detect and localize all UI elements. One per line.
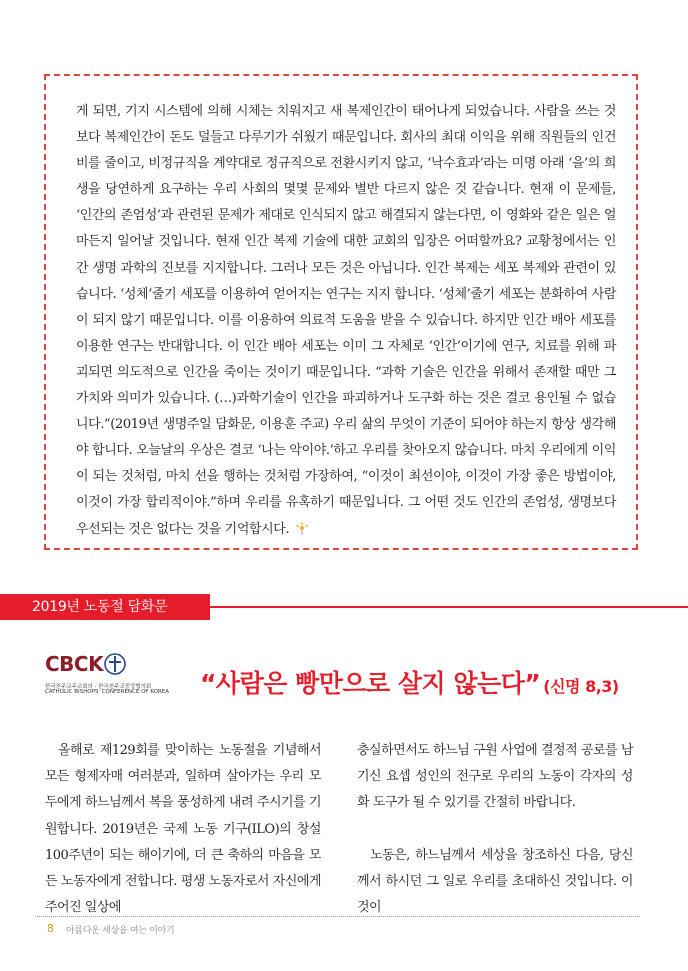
paragraph-spacer — [357, 817, 633, 843]
paragraph: 노동은, 하느님께서 세상을 창조하신 다음, 당신께서 하시던 그 일로 우리를 초대하신 것입니다. 이것이 — [357, 847, 633, 916]
paragraph: 올해로 제129회를 맞이하는 노동절을 기념해서 모든 형제자매 여러분과, 일하며 살아가는 우리 모두에게 하느님께서 복을 풍성하게 내려 주시기를 기원합니다. 2019년은 국제 노동 기구(ILO)의 창설 100주년이 되는 해이기에, 더 큰 축하의 마음을 모든 노동자에게 전합니다. 평생 노동자로서 자신에게 주어진 일상에 — [45, 743, 321, 916]
boxed-article-text — [76, 99, 616, 543]
section-banner: 2019년 노동절 담화문 — [0, 594, 210, 620]
logo-subtitle-english: CATHOLIC BISHOPS' CONFERENCE OF KOREA — [45, 689, 170, 695]
paragraph: 충실하면서도 하느님 구원 사업에 결정적 공로를 남기신 요셉 성인의 전구로 우리의 노동이 각자의 성화 도구가 될 수 있기를 간절히 바랍니다. — [357, 743, 633, 811]
cbck-logo — [45, 652, 195, 698]
boxed-article-body: 게 되면, 기지 시스템에 의해 시체는 치워지고 새 복제인간이 태어나게 되었습니다. 사람을 쓰는 것보다 복제인간이 돈도 덜들고 다루기가 쉬웠기 때문입니다. 회사의 최대 이익을 위해 직원들의 인건비를 줄이고, 비정규직을 계약대로 정규직으로 전환시키지 않고, ‘낙수효과’라는 미명 아래 ‘을’의 희생을 당연하게 요구하는 우리 사회의 몇몇 문제와 별반 다르지 않은 것 같습니다. 현재 이 문제들, ‘인간의 존엄성’과 관련된 문제가 제대로 인식되지 않고 해결되지 않는다면, 이 영화와 같은 일은 얼마든지 일어날 것입니다. 현재 인간 복제 기술에 대한 교회의 입장은 어떠할까요? 교황청에서는 인간 생명 과학의 진보를 지지합니다. 그러나 모든 것은 아닙니다. 인간 복제는 세포 복제와 관련이 있습니다. ‘성체’줄기 세포를 이용하여 얻어지는 연구는 지지 합니다. ‘성체’줄기 세포는 분화하여 사람이 되지 않기 때문입니다. 이를 이용하여 의료적 도움을 받을 수 있습니다. 하지만 인간 배아 세포를 이용한 연구는 반대합니다. 이 인간 배아 세포는 이미 그 자체로 ‘인간’이기에 연구, 치료를 위해 파괴되면 의도적으로 인간을 죽이는 것이기 때문입니다. “과학 기술은 인간을 위해서 존재할 때만 그 가치와 의미가 있습니다. (…)과학기술이 인간을 파괴하거나 도구화 하는 것은 결코 용인될 수 없습니다.”(2019년 생명주일 담화문, 이용훈 주교) 우리 삶의 무엇이 기준이 되어야 하는지 항상 생각해야 합니다. 오늘날의 우상은 결코 ‘나는 악이야.’하고 우리를 찾아오지 않습니다. 마치 우리에게 이익이 되는 것처럼, 마치 선을 행하는 것처럼 가장하여, “이것이 최선이야, 이것이 가장 좋은 방법이야, 이것이 가장 합리적이야.”하며 우리를 유혹하기 때문입니다. 그 어떤 것도 인간의 존엄성, 생명보다 우선되는 것은 없다는 것을 기억합시다. — [76, 104, 616, 537]
headline-title: “사람은 빵만으로 살지 않는다” — [200, 669, 541, 698]
logo-subtitle-korean: 한국천주교주교회의 · 한국천주교중앙협의회 — [45, 684, 152, 690]
end-mark-icon — [293, 521, 311, 535]
article-column-left — [45, 738, 321, 921]
publication-title: 아름다운 세상을 여는 이야기 — [66, 926, 175, 936]
logo-name: CBCK — [45, 652, 104, 676]
article-column-right — [357, 738, 633, 921]
article-headline — [200, 664, 619, 700]
headline-reference: (신명 8,3) — [543, 677, 619, 696]
cross-emblem-icon — [103, 652, 127, 676]
page-number: 8 — [47, 922, 54, 935]
footer-divider — [35, 916, 640, 917]
